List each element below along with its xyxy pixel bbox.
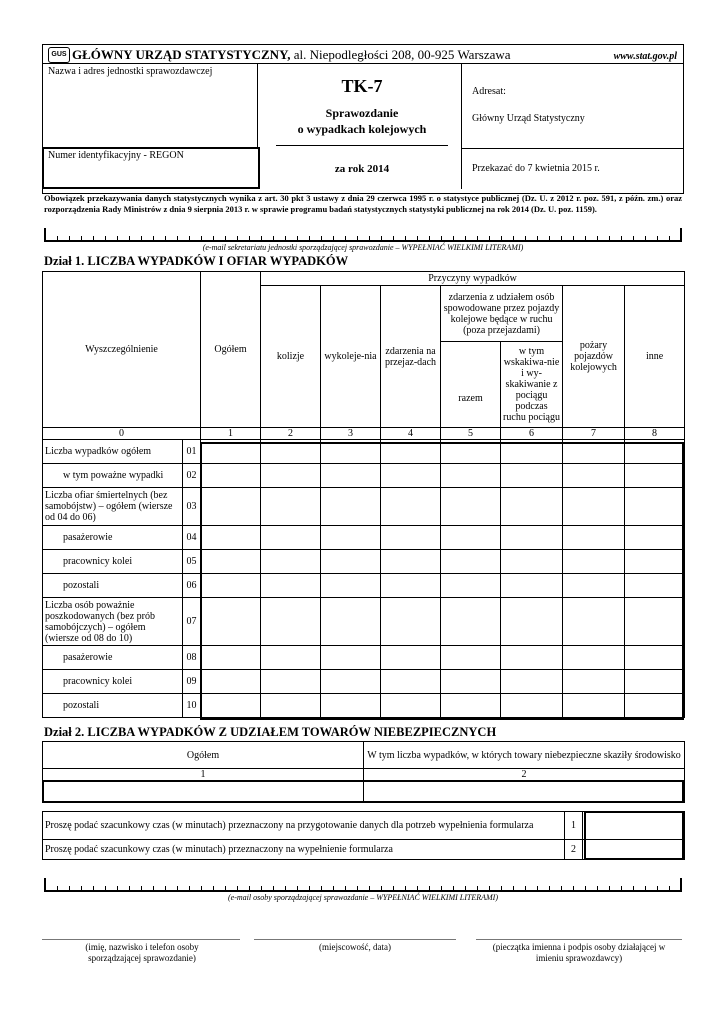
data-cell[interactable] [625, 526, 685, 550]
regon-label: Numer identyfikacyjny - REGON [48, 150, 184, 161]
signature-caption-place-date: (miejscowość, data) [319, 942, 391, 952]
data-cell[interactable] [381, 464, 441, 488]
table-row [43, 598, 685, 646]
data-cell[interactable] [625, 550, 685, 574]
col-number: 4 [381, 428, 441, 440]
data-cell[interactable] [201, 646, 261, 670]
data-cell[interactable] [563, 574, 625, 598]
data-cell[interactable] [441, 550, 501, 574]
time-question-1: Proszę podać szacunkowy czas (w minutach) przeznaczony na przygotowanie danych dla potrzeb wypełnienia formularza [43, 812, 565, 840]
row-label: pozostali [43, 694, 183, 718]
data-cell[interactable] [563, 646, 625, 670]
table-row [43, 440, 685, 464]
section1-table [42, 271, 685, 718]
time-number-2: 2 [565, 840, 583, 860]
col-number: 6 [501, 428, 563, 440]
data-cell[interactable] [441, 488, 501, 526]
data-cell[interactable] [625, 598, 685, 646]
time-answer-2[interactable] [583, 840, 685, 860]
email-secretariat-caption: (e-mail sekretariatu jednostki sporządzającej sprawozdanie – WYPEŁNIAĆ WIELKIMI LITERAMI) [202, 243, 524, 252]
col-number: 8 [625, 428, 685, 440]
data-cell[interactable] [381, 694, 441, 718]
data-cell[interactable] [261, 550, 321, 574]
data-cell[interactable] [261, 598, 321, 646]
email-secretariat-field[interactable] [44, 228, 682, 242]
data-cell[interactable] [321, 574, 381, 598]
col-number: 2 [364, 769, 685, 781]
data-cell[interactable] [563, 694, 625, 718]
addressee-label: Adresat: [472, 86, 506, 97]
data-cell[interactable] [261, 670, 321, 694]
row-label: pracownicy kolei [43, 670, 183, 694]
section2-total-cell[interactable] [43, 781, 364, 803]
row-label: pozostali [43, 574, 183, 598]
col-total-header: Ogółem [201, 272, 261, 428]
data-cell[interactable] [201, 598, 261, 646]
data-cell[interactable] [261, 646, 321, 670]
data-cell[interactable] [441, 598, 501, 646]
data-cell[interactable] [563, 464, 625, 488]
collisions-header: kolizje [261, 286, 321, 428]
time-answer-1[interactable] [583, 812, 685, 840]
data-cell[interactable] [321, 440, 381, 464]
col-number: 1 [201, 428, 261, 440]
form-title-2: o wypadkach kolejowych [297, 122, 427, 136]
data-cell[interactable] [625, 646, 685, 670]
row-label: Liczba osób poważnie poszkodowanych (bez prób samobójczych) – ogółem (wiersze od 08 do 10) [43, 598, 183, 646]
data-cell[interactable] [381, 574, 441, 598]
col-number: 7 [563, 428, 625, 440]
table-row [43, 526, 685, 550]
data-cell[interactable] [381, 488, 441, 526]
section2-col2-header: W tym liczba wypadków, w których towary niebezpieczne skaziły środowisko [364, 742, 685, 769]
data-cell[interactable] [381, 526, 441, 550]
email-person-caption: (e-mail osoby sporządzającej sprawozdanie – WYPEŁNIAĆ WIELKIMI LITERAMI) [228, 893, 498, 902]
legal-note: Obowiązek przekazywania danych statystycznych wynika z art. 30 pkt 3 ustawy z dnia 29 czerwca 1995 r. o statystyce publicznej (Dz. U. z 2012 r. poz. 591, z późn. zm.) oraz rozporządzenia Rady Ministrów z dnia 9 sierpnia 2013 r. w sprawie programu badań statystycznych statystyki publicznej na rok 2014 (Dz. U. poz. 1159). [44, 193, 682, 214]
data-cell[interactable] [501, 694, 563, 718]
data-cell[interactable] [441, 464, 501, 488]
signature-caption-stamp: (pieczątka imienna i podpis osoby działającej w imieniu sprawozdawcy) [492, 942, 666, 963]
time-table [42, 811, 685, 860]
vehicles-incl-header: w tym wskakiwa-nie i wy-skakiwanie z pociągu podczas ruchu pociągu [501, 342, 563, 428]
row-number: 08 [183, 646, 201, 670]
section2-contaminated-cell[interactable] [364, 781, 685, 803]
organization-line [72, 47, 511, 63]
data-cell[interactable] [441, 440, 501, 464]
col-description-header: Wyszczególnienie [43, 272, 201, 428]
table-row [43, 670, 685, 694]
email-person-field[interactable] [44, 878, 682, 892]
section2-table [42, 741, 685, 803]
data-cell[interactable] [201, 464, 261, 488]
addressee: Główny Urząd Statystyczny [472, 113, 585, 124]
organization-address: al. Niepodległości 208, 00-925 Warszawa [293, 47, 511, 62]
data-cell[interactable] [201, 488, 261, 526]
col-number: 3 [321, 428, 381, 440]
row-label: w tym poważne wypadki [43, 464, 183, 488]
data-cell[interactable] [501, 574, 563, 598]
data-cell[interactable] [201, 526, 261, 550]
data-cell[interactable] [261, 574, 321, 598]
table-row [43, 550, 685, 574]
row-number: 07 [183, 598, 201, 646]
data-cell[interactable] [321, 488, 381, 526]
data-cell[interactable] [501, 488, 563, 526]
unit-name-label: Nazwa i adres jednostki sprawozdawczej [48, 66, 213, 77]
row-label: pasażerowie [43, 526, 183, 550]
data-cell[interactable] [501, 598, 563, 646]
data-cell[interactable] [625, 694, 685, 718]
data-cell[interactable] [381, 550, 441, 574]
data-cell[interactable] [563, 670, 625, 694]
row-number: 02 [183, 464, 201, 488]
data-cell[interactable] [625, 670, 685, 694]
row-number: 04 [183, 526, 201, 550]
data-cell[interactable] [261, 464, 321, 488]
time-question-2: Proszę podać szacunkowy czas (w minutach) przeznaczony na wypełnienie formularza [43, 840, 565, 860]
row-label: Liczba ofiar śmiertelnych (bez samobójstw) – ogółem (wiersze od 04 do 06) [43, 488, 183, 526]
data-cell[interactable] [501, 440, 563, 464]
col-number: 1 [43, 769, 364, 781]
data-cell[interactable] [501, 550, 563, 574]
data-cell[interactable] [441, 694, 501, 718]
data-cell[interactable] [501, 526, 563, 550]
col-number: 2 [261, 428, 321, 440]
other-header: inne [625, 286, 685, 428]
data-cell[interactable] [625, 464, 685, 488]
data-cell[interactable] [321, 598, 381, 646]
data-cell[interactable] [201, 670, 261, 694]
data-cell[interactable] [563, 598, 625, 646]
data-cell[interactable] [201, 550, 261, 574]
data-cell[interactable] [261, 488, 321, 526]
causes-header: Przyczyny wypadków [261, 272, 685, 286]
data-cell[interactable] [441, 646, 501, 670]
data-cell[interactable] [201, 440, 261, 464]
data-cell[interactable] [441, 574, 501, 598]
gus-logo: GUS [48, 47, 70, 63]
fires-header: pożary pojazdów kolejowych [563, 286, 625, 428]
section2-title: Dział 2. LICZBA WYPADKÓW Z UDZIAŁEM TOWARÓW NIEBEZPIECZNYCH [44, 725, 497, 739]
data-cell[interactable] [563, 488, 625, 526]
data-cell[interactable] [563, 440, 625, 464]
table-row [43, 464, 685, 488]
table-row [43, 646, 685, 670]
table-row [43, 694, 685, 718]
data-cell[interactable] [321, 646, 381, 670]
data-cell[interactable] [501, 670, 563, 694]
row-label: Liczba wypadków ogółem [43, 440, 183, 464]
data-cell[interactable] [441, 670, 501, 694]
vehicles-group-header: zdarzenia z udziałem osób spowodowane przez pojazdy kolejowe będące w ruchu (poza przejazdami) [441, 286, 563, 342]
row-number: 05 [183, 550, 201, 574]
website: www.stat.gov.pl [613, 51, 677, 62]
data-cell[interactable] [381, 670, 441, 694]
vehicles-total-header: razem [441, 342, 501, 428]
data-cell[interactable] [625, 574, 685, 598]
data-cell[interactable] [261, 694, 321, 718]
column-numbers-row [43, 428, 685, 440]
col-number: 5 [441, 428, 501, 440]
row-label: pasażerowie [43, 646, 183, 670]
row-number: 01 [183, 440, 201, 464]
col-number: 0 [43, 428, 201, 440]
organization-name: GŁÓWNY URZĄD STATYSTYCZNY, [72, 47, 291, 62]
report-year: za rok 2014 [334, 163, 390, 175]
form-code: TK-7 [341, 76, 383, 96]
data-cell[interactable] [321, 464, 381, 488]
data-cell[interactable] [261, 526, 321, 550]
row-number: 09 [183, 670, 201, 694]
data-cell[interactable] [501, 464, 563, 488]
data-cell[interactable] [321, 694, 381, 718]
section1-title: Dział 1. LICZBA WYPADKÓW I OFIAR WYPADKÓW [44, 254, 349, 268]
deadline: Przekazać do 7 kwietnia 2015 r. [472, 163, 600, 174]
data-cell[interactable] [381, 440, 441, 464]
row-number: 10 [183, 694, 201, 718]
data-cell[interactable] [625, 488, 685, 526]
crossings-header: zdarzenia na przejaz-dach [381, 286, 441, 428]
time-number-1: 1 [565, 812, 583, 840]
data-cell[interactable] [201, 694, 261, 718]
data-cell[interactable] [381, 598, 441, 646]
data-cell[interactable] [381, 646, 441, 670]
table-row [43, 574, 685, 598]
data-cell[interactable] [261, 440, 321, 464]
data-cell[interactable] [563, 550, 625, 574]
signature-caption-preparer: (imię, nazwisko i telefon osoby sporządzającej sprawozdanie) [85, 942, 199, 963]
unit-name-field[interactable] [42, 63, 258, 149]
section2-col1-header: Ogółem [43, 742, 364, 769]
row-label: pracownicy kolei [43, 550, 183, 574]
form-title-1: Sprawozdanie [325, 106, 399, 120]
data-cell[interactable] [201, 574, 261, 598]
derailments-header: wykoleje-nia [321, 286, 381, 428]
data-cell[interactable] [321, 526, 381, 550]
data-cell[interactable] [321, 670, 381, 694]
data-cell[interactable] [441, 526, 501, 550]
data-cell[interactable] [625, 440, 685, 464]
table-row [43, 488, 685, 526]
row-number: 03 [183, 488, 201, 526]
data-cell[interactable] [501, 646, 563, 670]
data-cell[interactable] [563, 526, 625, 550]
row-number: 06 [183, 574, 201, 598]
data-cell[interactable] [321, 550, 381, 574]
